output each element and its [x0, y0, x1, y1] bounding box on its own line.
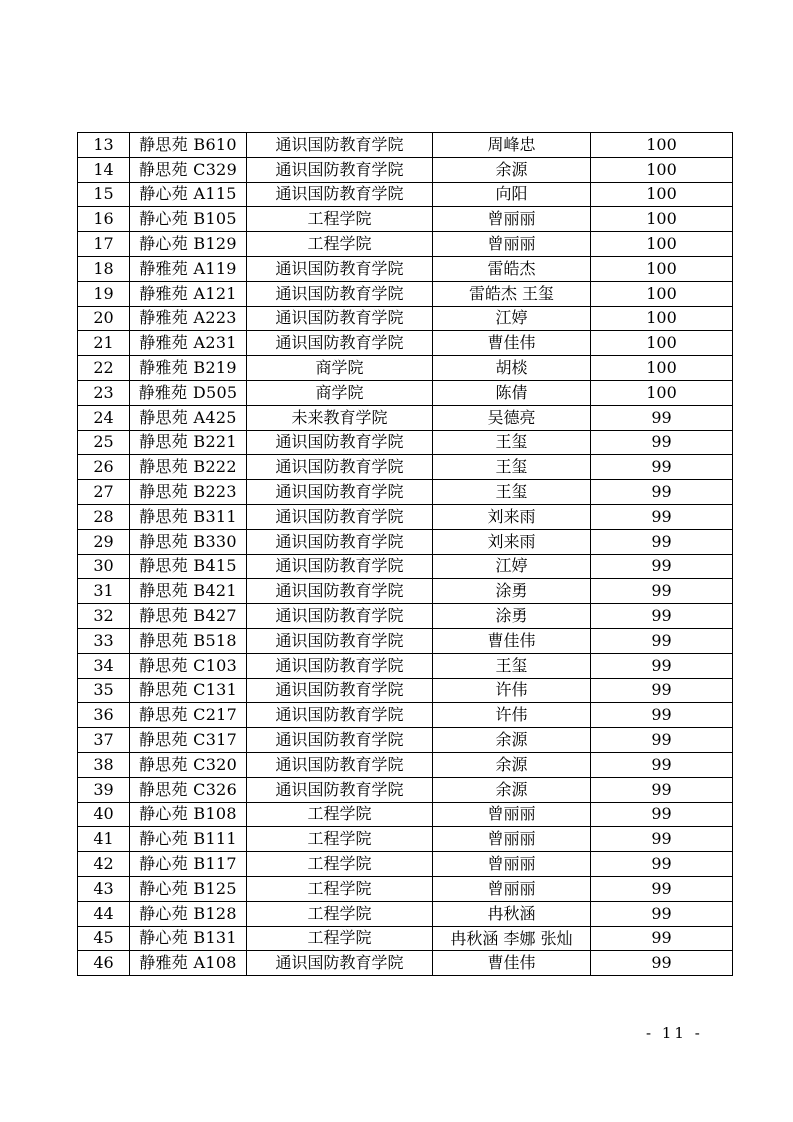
room-cell: 静心苑 B131 [130, 926, 247, 951]
room-cell: 静雅苑 A119 [130, 256, 247, 281]
score-cell: 99 [591, 628, 733, 653]
college-cell: 未来教育学院 [247, 405, 433, 430]
table-row [78, 752, 733, 777]
table-row [78, 876, 733, 901]
row-number-cell: 27 [78, 480, 130, 505]
college-cell: 工程学院 [247, 232, 433, 257]
college-cell: 通识国防教育学院 [247, 752, 433, 777]
row-number-cell: 28 [78, 504, 130, 529]
college-cell: 工程学院 [247, 207, 433, 232]
owner-cell: 许伟 [433, 703, 591, 728]
owner-cell: 曾丽丽 [433, 232, 591, 257]
table-row [78, 579, 733, 604]
room-cell: 静心苑 B108 [130, 802, 247, 827]
score-cell: 99 [591, 802, 733, 827]
room-cell: 静思苑 C326 [130, 777, 247, 802]
owner-cell: 雷皓杰 王玺 [433, 281, 591, 306]
score-cell: 99 [591, 728, 733, 753]
score-cell: 99 [591, 405, 733, 430]
row-number-cell: 36 [78, 703, 130, 728]
table-row [78, 827, 733, 852]
row-number-cell: 34 [78, 653, 130, 678]
score-cell: 99 [591, 951, 733, 976]
score-cell: 99 [591, 852, 733, 877]
college-cell: 通识国防教育学院 [247, 306, 433, 331]
table-row [78, 405, 733, 430]
table-row [78, 455, 733, 480]
table-row [78, 306, 733, 331]
owner-cell: 曾丽丽 [433, 852, 591, 877]
row-number-cell: 17 [78, 232, 130, 257]
row-number-cell: 37 [78, 728, 130, 753]
owner-cell: 向阳 [433, 182, 591, 207]
owner-cell: 曾丽丽 [433, 827, 591, 852]
score-cell: 99 [591, 604, 733, 629]
table-row [78, 901, 733, 926]
row-number-cell: 25 [78, 430, 130, 455]
score-cell: 100 [591, 380, 733, 405]
room-cell: 静心苑 B111 [130, 827, 247, 852]
college-cell: 通识国防教育学院 [247, 331, 433, 356]
row-number-cell: 35 [78, 678, 130, 703]
college-cell: 通识国防教育学院 [247, 157, 433, 182]
college-cell: 工程学院 [247, 802, 433, 827]
room-cell: 静雅苑 A108 [130, 951, 247, 976]
room-cell: 静思苑 C103 [130, 653, 247, 678]
table-row [78, 504, 733, 529]
dormitory-score-table [77, 132, 733, 976]
row-number-cell: 45 [78, 926, 130, 951]
college-cell: 通识国防教育学院 [247, 703, 433, 728]
row-number-cell: 23 [78, 380, 130, 405]
row-number-cell: 20 [78, 306, 130, 331]
table-row [78, 356, 733, 381]
table-row [78, 331, 733, 356]
table-row [78, 157, 733, 182]
table-row [78, 133, 733, 158]
row-number-cell: 43 [78, 876, 130, 901]
score-cell: 99 [591, 504, 733, 529]
score-cell: 99 [591, 455, 733, 480]
owner-cell: 胡棪 [433, 356, 591, 381]
college-cell: 工程学院 [247, 827, 433, 852]
owner-cell: 余源 [433, 752, 591, 777]
owner-cell: 雷皓杰 [433, 256, 591, 281]
owner-cell: 涂勇 [433, 604, 591, 629]
score-cell: 100 [591, 207, 733, 232]
room-cell: 静心苑 B117 [130, 852, 247, 877]
owner-cell: 王玺 [433, 455, 591, 480]
college-cell: 通识国防教育学院 [247, 133, 433, 158]
row-number-cell: 29 [78, 529, 130, 554]
owner-cell: 涂勇 [433, 579, 591, 604]
score-cell: 99 [591, 777, 733, 802]
owner-cell: 冉秋涵 [433, 901, 591, 926]
score-cell: 99 [591, 752, 733, 777]
row-number-cell: 44 [78, 901, 130, 926]
college-cell: 通识国防教育学院 [247, 256, 433, 281]
owner-cell: 曾丽丽 [433, 802, 591, 827]
college-cell: 通识国防教育学院 [247, 554, 433, 579]
row-number-cell: 13 [78, 133, 130, 158]
college-cell: 通识国防教育学院 [247, 728, 433, 753]
score-cell: 99 [591, 901, 733, 926]
room-cell: 静雅苑 A121 [130, 281, 247, 306]
table-row [78, 777, 733, 802]
owner-cell: 刘来雨 [433, 529, 591, 554]
score-cell: 99 [591, 579, 733, 604]
room-cell: 静思苑 B330 [130, 529, 247, 554]
score-cell: 99 [591, 703, 733, 728]
score-cell: 100 [591, 133, 733, 158]
owner-cell: 余源 [433, 157, 591, 182]
score-cell: 99 [591, 678, 733, 703]
score-cell: 99 [591, 827, 733, 852]
score-cell: 100 [591, 157, 733, 182]
row-number-cell: 16 [78, 207, 130, 232]
college-cell: 工程学院 [247, 876, 433, 901]
table-row [78, 802, 733, 827]
row-number-cell: 46 [78, 951, 130, 976]
table-row [78, 653, 733, 678]
room-cell: 静雅苑 A231 [130, 331, 247, 356]
score-cell: 99 [591, 554, 733, 579]
table-row [78, 207, 733, 232]
owner-cell: 曾丽丽 [433, 876, 591, 901]
room-cell: 静思苑 B311 [130, 504, 247, 529]
row-number-cell: 22 [78, 356, 130, 381]
owner-cell: 曾丽丽 [433, 207, 591, 232]
room-cell: 静心苑 A115 [130, 182, 247, 207]
college-cell: 商学院 [247, 380, 433, 405]
owner-cell: 余源 [433, 777, 591, 802]
college-cell: 通识国防教育学院 [247, 579, 433, 604]
college-cell: 商学院 [247, 356, 433, 381]
score-cell: 99 [591, 876, 733, 901]
owner-cell: 陈倩 [433, 380, 591, 405]
owner-cell: 王玺 [433, 480, 591, 505]
room-cell: 静思苑 C320 [130, 752, 247, 777]
table-row [78, 926, 733, 951]
table-row [78, 628, 733, 653]
score-cell: 100 [591, 356, 733, 381]
score-cell: 99 [591, 926, 733, 951]
room-cell: 静思苑 C131 [130, 678, 247, 703]
row-number-cell: 38 [78, 752, 130, 777]
table-row [78, 951, 733, 976]
college-cell: 通识国防教育学院 [247, 281, 433, 306]
row-number-cell: 32 [78, 604, 130, 629]
table-row [78, 852, 733, 877]
room-cell: 静思苑 C317 [130, 728, 247, 753]
row-number-cell: 21 [78, 331, 130, 356]
table-row [78, 232, 733, 257]
room-cell: 静思苑 A425 [130, 405, 247, 430]
owner-cell: 王玺 [433, 430, 591, 455]
row-number-cell: 31 [78, 579, 130, 604]
score-cell: 100 [591, 182, 733, 207]
college-cell: 通识国防教育学院 [247, 604, 433, 629]
room-cell: 静思苑 C217 [130, 703, 247, 728]
room-cell: 静思苑 C329 [130, 157, 247, 182]
table-row [78, 529, 733, 554]
score-cell: 99 [591, 430, 733, 455]
table-row [78, 256, 733, 281]
table-body [78, 133, 733, 976]
room-cell: 静心苑 B128 [130, 901, 247, 926]
score-cell: 99 [591, 653, 733, 678]
owner-cell: 吴德亮 [433, 405, 591, 430]
owner-cell: 曹佳伟 [433, 628, 591, 653]
table-row [78, 678, 733, 703]
room-cell: 静心苑 B125 [130, 876, 247, 901]
owner-cell: 江婷 [433, 554, 591, 579]
row-number-cell: 15 [78, 182, 130, 207]
room-cell: 静思苑 B415 [130, 554, 247, 579]
table-row [78, 182, 733, 207]
table-row [78, 281, 733, 306]
score-cell: 100 [591, 331, 733, 356]
table-row [78, 728, 733, 753]
row-number-cell: 24 [78, 405, 130, 430]
college-cell: 通识国防教育学院 [247, 653, 433, 678]
owner-cell: 曹佳伟 [433, 951, 591, 976]
owner-cell: 冉秋涵 李娜 张灿 [433, 926, 591, 951]
owner-cell: 曹佳伟 [433, 331, 591, 356]
room-cell: 静思苑 B427 [130, 604, 247, 629]
college-cell: 工程学院 [247, 926, 433, 951]
row-number-cell: 42 [78, 852, 130, 877]
table-row [78, 604, 733, 629]
owner-cell: 江婷 [433, 306, 591, 331]
score-cell: 100 [591, 306, 733, 331]
room-cell: 静雅苑 D505 [130, 380, 247, 405]
score-cell: 99 [591, 480, 733, 505]
college-cell: 通识国防教育学院 [247, 951, 433, 976]
row-number-cell: 26 [78, 455, 130, 480]
row-number-cell: 14 [78, 157, 130, 182]
table-row [78, 380, 733, 405]
row-number-cell: 19 [78, 281, 130, 306]
college-cell: 通识国防教育学院 [247, 777, 433, 802]
owner-cell: 刘来雨 [433, 504, 591, 529]
college-cell: 通识国防教育学院 [247, 504, 433, 529]
score-cell: 100 [591, 232, 733, 257]
owner-cell: 许伟 [433, 678, 591, 703]
college-cell: 通识国防教育学院 [247, 182, 433, 207]
table-row [78, 554, 733, 579]
score-cell: 100 [591, 256, 733, 281]
score-cell: 100 [591, 281, 733, 306]
room-cell: 静思苑 B610 [130, 133, 247, 158]
room-cell: 静心苑 B105 [130, 207, 247, 232]
owner-cell: 王玺 [433, 653, 591, 678]
row-number-cell: 40 [78, 802, 130, 827]
table-row [78, 703, 733, 728]
score-cell: 99 [591, 529, 733, 554]
row-number-cell: 33 [78, 628, 130, 653]
college-cell: 通识国防教育学院 [247, 455, 433, 480]
owner-cell: 余源 [433, 728, 591, 753]
row-number-cell: 41 [78, 827, 130, 852]
college-cell: 通识国防教育学院 [247, 678, 433, 703]
room-cell: 静雅苑 B219 [130, 356, 247, 381]
room-cell: 静思苑 B518 [130, 628, 247, 653]
college-cell: 通识国防教育学院 [247, 430, 433, 455]
room-cell: 静心苑 B129 [130, 232, 247, 257]
row-number-cell: 30 [78, 554, 130, 579]
college-cell: 通识国防教育学院 [247, 529, 433, 554]
room-cell: 静思苑 B221 [130, 430, 247, 455]
page-number: - 11 - [646, 1024, 703, 1042]
college-cell: 工程学院 [247, 852, 433, 877]
table-row [78, 430, 733, 455]
room-cell: 静思苑 B223 [130, 480, 247, 505]
room-cell: 静思苑 B421 [130, 579, 247, 604]
room-cell: 静思苑 B222 [130, 455, 247, 480]
room-cell: 静雅苑 A223 [130, 306, 247, 331]
owner-cell: 周峰忠 [433, 133, 591, 158]
row-number-cell: 18 [78, 256, 130, 281]
college-cell: 通识国防教育学院 [247, 480, 433, 505]
row-number-cell: 39 [78, 777, 130, 802]
table-row [78, 480, 733, 505]
college-cell: 工程学院 [247, 901, 433, 926]
college-cell: 通识国防教育学院 [247, 628, 433, 653]
